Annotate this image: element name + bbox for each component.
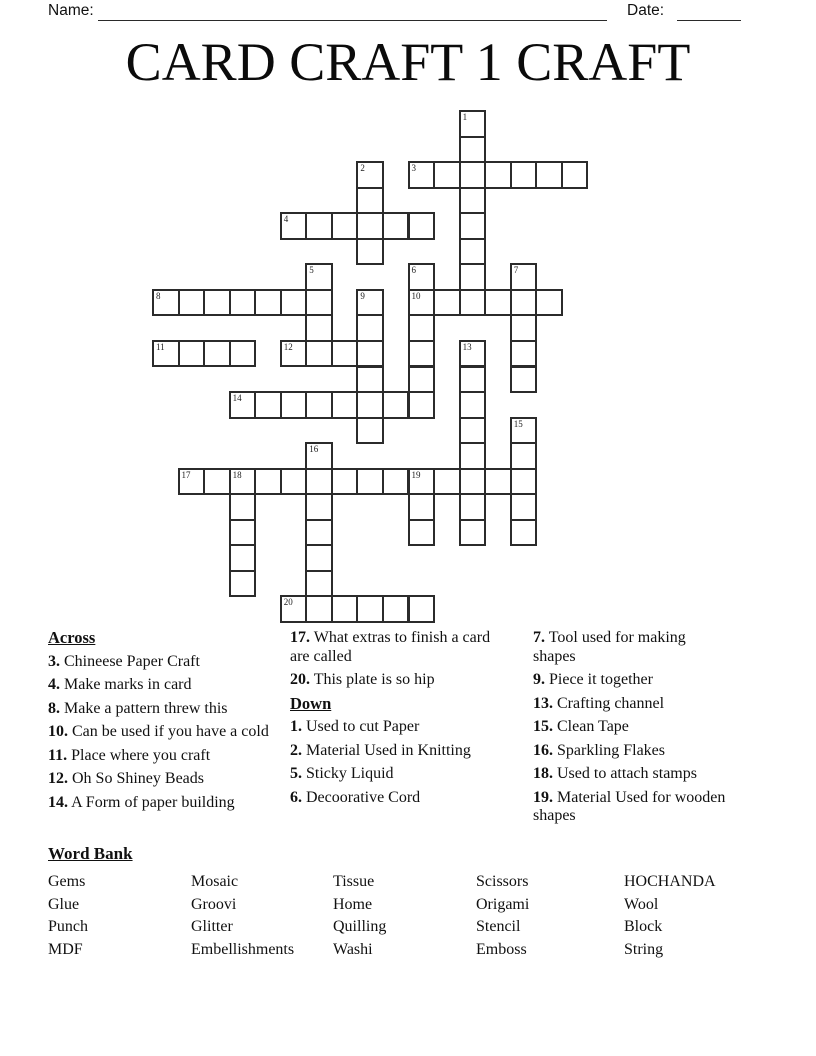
crossword-cell[interactable]	[433, 468, 461, 496]
clue-number: 5.	[290, 765, 302, 782]
crossword-cell[interactable]	[356, 161, 384, 189]
word-bank-item: Mosaic	[191, 873, 239, 890]
clue-item	[48, 747, 286, 766]
crossword-cell[interactable]	[382, 468, 410, 496]
clue-number: 12.	[48, 770, 68, 787]
crossword-cell[interactable]	[280, 391, 308, 419]
crossword-cell[interactable]	[305, 595, 333, 623]
clue-number: 11.	[48, 746, 68, 764]
clue-text: Material Used in Knitting	[302, 741, 471, 759]
clue-text: Crafting channel	[553, 694, 665, 712]
word-bank-item: Wool	[624, 895, 659, 913]
crossword-cell[interactable]	[510, 366, 538, 394]
clue-number: 4.	[48, 676, 60, 693]
clue-number: 6.	[290, 788, 302, 806]
word-bank-item: Groovi	[191, 895, 237, 913]
cell-number: 14	[232, 393, 242, 404]
crossword-cell[interactable]	[331, 340, 359, 368]
clue-item	[48, 653, 286, 672]
clue-number: 1.	[290, 718, 302, 735]
crossword-cell[interactable]	[408, 340, 436, 368]
clue-number: 10.	[48, 723, 68, 740]
word-bank-section	[48, 844, 778, 961]
cell-number: 15	[513, 418, 523, 429]
crossword-cell[interactable]	[510, 442, 538, 470]
crossword-cell[interactable]	[408, 595, 436, 623]
cell-number: 1	[462, 112, 468, 122]
crossword-cell[interactable]	[484, 468, 512, 496]
crossword-cell[interactable]	[305, 468, 333, 496]
crossword-cell[interactable]	[408, 314, 436, 342]
clue-text: Can be used if you have a cold	[68, 723, 269, 740]
crossword-cell[interactable]	[459, 161, 487, 189]
clue-text: Place where you craft	[67, 746, 211, 764]
clue-item	[48, 723, 286, 742]
crossword-cell[interactable]	[152, 340, 180, 368]
crossword-cell[interactable]	[510, 263, 538, 291]
crossword-cell[interactable]	[280, 289, 308, 317]
clue-text: Chineese Paper Craft	[60, 652, 200, 670]
crossword-cell[interactable]	[331, 212, 359, 240]
crossword-cell[interactable]	[356, 289, 384, 317]
crossword-cell[interactable]	[280, 212, 308, 240]
crossword-cell[interactable]	[484, 161, 512, 189]
clue-item	[290, 742, 508, 761]
crossword-cell[interactable]	[459, 340, 487, 368]
cell-number: 16	[309, 444, 319, 455]
clue-text: Oh So Shiney Beads	[68, 770, 204, 787]
clue-text: Sticky Liquid	[302, 765, 394, 782]
crossword-cell[interactable]	[408, 493, 436, 521]
name-field-line[interactable]	[98, 0, 607, 21]
clue-number: 18.	[533, 765, 553, 782]
crossword-cell[interactable]	[280, 340, 308, 368]
crossword-cell[interactable]	[382, 391, 410, 419]
crossword-cell[interactable]	[178, 468, 206, 496]
crossword-cell[interactable]	[178, 340, 206, 368]
cell-number: 9	[360, 290, 365, 301]
clues-column-middle	[290, 629, 508, 812]
word-bank-item: Home	[333, 895, 373, 913]
across-clue-list-continued	[290, 629, 508, 690]
clue-item	[290, 765, 508, 784]
clue-number: 14.	[48, 793, 68, 811]
clue-item	[290, 718, 508, 737]
crossword-cell[interactable]	[484, 289, 512, 317]
crossword-cell[interactable]	[356, 340, 384, 368]
clue-item	[533, 718, 729, 737]
crossword-cell[interactable]	[510, 161, 538, 189]
cell-number: 3	[411, 163, 416, 174]
down-header: Down	[290, 693, 332, 713]
clue-item	[533, 789, 729, 826]
word-bank-item: String	[624, 940, 664, 958]
clue-number: 2.	[290, 741, 302, 759]
crossword-cell[interactable]	[433, 289, 461, 317]
crossword-cell[interactable]	[459, 417, 487, 445]
clue-number: 7.	[533, 629, 545, 646]
word-bank-item: HOCHANDA	[624, 873, 716, 890]
word-bank-item: Embellishments	[191, 940, 295, 958]
cell-number: 7	[513, 265, 519, 276]
word-bank-item: Stencil	[476, 918, 521, 936]
crossword-cell[interactable]	[254, 289, 282, 317]
word-bank-grid	[48, 871, 778, 961]
crossword-cell[interactable]	[356, 391, 384, 419]
clue-text: A Form of paper building	[68, 793, 235, 811]
word-bank-item: Glitter	[191, 918, 233, 936]
crossword-cell[interactable]	[561, 161, 589, 189]
crossword-cell[interactable]	[356, 314, 384, 342]
crossword-cell[interactable]	[305, 493, 333, 521]
crossword-cell[interactable]	[305, 570, 333, 598]
crossword-cell[interactable]	[203, 289, 231, 317]
crossword-cell[interactable]	[459, 366, 487, 394]
crossword-cell[interactable]	[459, 391, 487, 419]
clue-text: Used to cut Paper	[302, 718, 420, 735]
crossword-cell[interactable]	[459, 468, 487, 496]
crossword-cell[interactable]	[408, 263, 436, 291]
cell-number: 8	[156, 290, 161, 301]
crossword-cell[interactable]	[510, 340, 538, 368]
clue-item	[290, 671, 508, 690]
cell-number: 4	[283, 214, 289, 225]
clue-number: 13.	[533, 694, 553, 712]
crossword-cell[interactable]	[382, 212, 410, 240]
cell-number: 18	[232, 469, 242, 480]
crossword-cell[interactable]	[229, 519, 257, 547]
word-bank-item: MDF	[48, 940, 83, 958]
crossword-cell[interactable]	[459, 136, 487, 164]
crossword-cell[interactable]	[229, 544, 257, 572]
word-bank-item: Tissue	[333, 873, 375, 890]
down-clue-list-continued	[533, 629, 729, 826]
across-header: Across	[48, 628, 96, 647]
clue-number: 15.	[533, 718, 553, 735]
crossword-cell[interactable]	[331, 468, 359, 496]
clue-number: 19.	[533, 788, 553, 806]
crossword-cell[interactable]	[459, 519, 487, 547]
crossword-cell[interactable]	[459, 238, 487, 266]
date-field-line[interactable]	[677, 0, 741, 21]
word-bank-item: Punch	[48, 918, 88, 936]
clue-item	[533, 695, 729, 714]
crossword-cell[interactable]	[356, 212, 384, 240]
clue-number: 9.	[533, 671, 545, 688]
cell-number: 11	[156, 341, 165, 352]
crossword-cell[interactable]	[229, 468, 257, 496]
crossword-cell[interactable]	[459, 110, 487, 138]
crossword-cell[interactable]	[203, 340, 231, 368]
clues-column-right	[533, 629, 729, 831]
crossword-cell[interactable]	[280, 595, 308, 623]
clue-text: Piece it together	[545, 671, 653, 688]
crossword-cell[interactable]	[229, 493, 257, 521]
crossword-cell[interactable]	[459, 493, 487, 521]
clue-item	[48, 770, 286, 789]
crossword-cell[interactable]	[356, 417, 384, 445]
crossword-cell[interactable]	[305, 519, 333, 547]
crossword-cell[interactable]	[305, 212, 333, 240]
down-clue-list	[290, 718, 508, 807]
clue-item	[533, 629, 729, 666]
crossword-cell[interactable]	[305, 544, 333, 572]
clue-text: Decoorative Cord	[302, 788, 421, 806]
clue-text: Material Used for wooden shapes	[533, 788, 726, 824]
page-title: CARD CRAFT 1 CRAFT	[125, 32, 691, 92]
cell-number: 2	[360, 163, 365, 174]
crossword-cell[interactable]	[356, 238, 384, 266]
crossword-cell[interactable]	[510, 519, 538, 547]
word-bank-header: Word Bank	[48, 844, 133, 863]
crossword-cell[interactable]	[459, 442, 487, 470]
clue-number: 8.	[48, 699, 60, 717]
word-bank-item: Glue	[48, 895, 80, 913]
word-bank-item: Washi	[333, 940, 373, 958]
cell-number: 13	[462, 341, 472, 352]
crossword-cell[interactable]	[254, 391, 282, 419]
clue-text: This plate is so hip	[310, 671, 435, 688]
clue-text: Sparkling Flakes	[553, 741, 665, 759]
crossword-cell[interactable]	[408, 519, 436, 547]
clue-text: Make a pattern threw this	[60, 699, 228, 717]
crossword-cell[interactable]	[305, 263, 333, 291]
clue-item	[290, 789, 508, 808]
crossword-cell[interactable]	[510, 314, 538, 342]
clue-number: 20.	[290, 671, 310, 688]
crossword-cell[interactable]	[305, 289, 333, 317]
clue-text: Tool used for making shapes	[533, 629, 686, 665]
clue-item	[48, 676, 286, 695]
crossword-cell[interactable]	[152, 289, 180, 317]
clue-item	[290, 629, 508, 666]
clue-item	[533, 765, 729, 784]
crossword-cell[interactable]	[459, 212, 487, 240]
clue-item	[48, 700, 286, 719]
crossword-cell[interactable]	[229, 289, 257, 317]
crossword-cell[interactable]	[305, 340, 333, 368]
word-bank-item: Origami	[476, 895, 530, 913]
crossword-cell[interactable]	[254, 468, 282, 496]
crossword-cell[interactable]	[356, 468, 384, 496]
crossword-cell[interactable]	[510, 493, 538, 521]
word-bank-item: Scissors	[476, 873, 529, 890]
crossword-cell[interactable]	[305, 391, 333, 419]
crossword-cell[interactable]	[356, 595, 384, 623]
cell-number: 20	[283, 597, 293, 608]
crossword-cell[interactable]	[459, 187, 487, 215]
cell-number: 19	[411, 469, 421, 480]
crossword-cell[interactable]	[510, 417, 538, 445]
crossword-cell[interactable]	[382, 595, 410, 623]
cell-number: 17	[181, 469, 191, 480]
crossword-cell[interactable]	[535, 161, 563, 189]
crossword-cell[interactable]	[510, 468, 538, 496]
crossword-cell[interactable]	[408, 212, 436, 240]
clues-column-left	[48, 629, 286, 817]
name-field-label: Name:	[48, 2, 94, 19]
cell-number: 12	[283, 341, 293, 352]
crossword-cell[interactable]	[203, 468, 231, 496]
crossword-cell[interactable]	[459, 289, 487, 317]
crossword-cell[interactable]	[356, 366, 384, 394]
crossword-cell[interactable]	[535, 289, 563, 317]
crossword-cell[interactable]	[305, 442, 333, 470]
clue-text: What extras to finish a card are called	[290, 629, 491, 665]
crossword-cell[interactable]	[433, 161, 461, 189]
clue-item	[533, 742, 729, 761]
crossword-cell[interactable]	[229, 570, 257, 598]
clue-item	[533, 671, 729, 690]
crossword-cell[interactable]	[408, 161, 436, 189]
crossword-cell[interactable]	[510, 289, 538, 317]
word-bank-item: Block	[624, 918, 663, 936]
word-bank-item: Emboss	[476, 940, 527, 958]
clue-text: Used to attach stamps	[553, 765, 697, 782]
crossword-cell[interactable]	[331, 391, 359, 419]
across-clue-list	[48, 653, 286, 813]
crossword-cell[interactable]	[229, 391, 257, 419]
date-field-label: Date:	[627, 2, 665, 19]
clue-number: 16.	[533, 741, 553, 759]
crossword-cell[interactable]	[229, 340, 257, 368]
clue-item	[48, 794, 286, 813]
crossword-cell[interactable]	[408, 391, 436, 419]
clue-number: 17.	[290, 629, 310, 646]
crossword-cell[interactable]	[408, 366, 436, 394]
crossword-cell[interactable]	[331, 595, 359, 623]
crossword-cell[interactable]	[356, 187, 384, 215]
crossword-cell[interactable]	[459, 263, 487, 291]
clue-number: 3.	[48, 652, 60, 670]
word-bank-item: Gems	[48, 873, 86, 890]
crossword-cell[interactable]	[305, 314, 333, 342]
clue-text: Clean Tape	[553, 718, 629, 735]
crossword-cell[interactable]	[178, 289, 206, 317]
crossword-cell[interactable]	[408, 289, 436, 317]
crossword-cell[interactable]	[408, 468, 436, 496]
word-bank-item: Quilling	[333, 918, 387, 936]
crossword-cell[interactable]	[280, 468, 308, 496]
cell-number: 6	[411, 265, 416, 276]
cell-number: 10	[411, 290, 421, 301]
clue-text: Make marks in card	[60, 676, 192, 693]
cell-number: 5	[309, 265, 314, 276]
